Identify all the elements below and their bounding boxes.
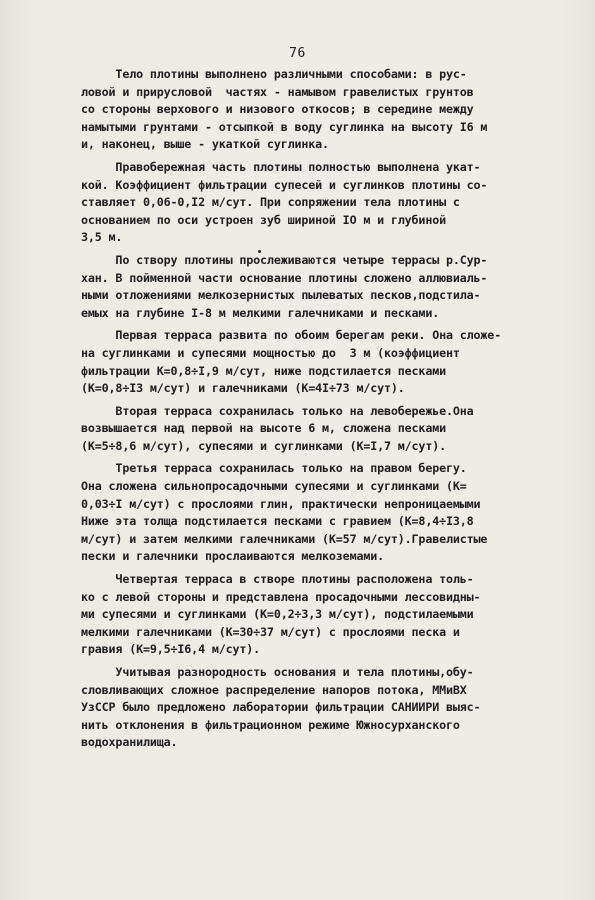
text-line: (К=5÷8,6 м/сут), супесями и суглинками (К=I,7 м/сут).	[81, 438, 446, 453]
text-line: ставляет 0,06-0,I2 м/сут. При сопряжении тела плотины с	[81, 195, 460, 210]
text-line: Четвертая терраса в створе плотины расположена толь-	[81, 572, 474, 587]
paragraph-5	[81, 403, 551, 456]
paragraph-8	[81, 664, 551, 752]
text-line: По створу плотины прослеживаются четыре террасы р.Сур-	[81, 252, 488, 267]
text-line: 0,03÷I м/сут) с прослоями глин, практически непроницаемыми	[81, 496, 481, 511]
text-line: возвышается над первой на высоте 6 м, сложена песками	[81, 421, 446, 436]
text-line: ными отложениями мелкозернистых пылеватых песков,подстила-	[81, 288, 481, 303]
text-line: Ниже эта толща подстилается песками с гравием (К=8,4÷I3,8	[81, 514, 474, 529]
text-line: Учитывая разнородность основания и тела плотины,обу-	[81, 665, 474, 679]
paragraph-1	[81, 66, 551, 154]
text-line: мелкими галечниками (К=30÷37 м/сут) с прослоями песка и	[81, 624, 460, 639]
text-line: Вторая терраса сохранилась только на левобережье.Она	[81, 403, 474, 418]
text-line: (К=0,8÷I3 м/сут) и галечниками (К=4I÷73 м/сут).	[81, 381, 405, 396]
text-line: хан. В пойменной части основание плотины сложено аллювиаль-	[81, 270, 488, 285]
paragraph-7	[81, 571, 551, 659]
text-line: на суглинками и супесями мощностью до 3 м (коэффициент	[81, 345, 460, 360]
page-number: 76	[289, 46, 306, 61]
text-line: Она сложена сильнопросадочными супесями и суглинками (К=	[81, 479, 467, 494]
text-line: гравия (К=9,5÷I6,4 м/сут).	[81, 642, 261, 657]
text-line: намытыми грунтами - отсыпкой в воду суглинка на высоту I6 м	[81, 119, 488, 134]
text-line: емых на глубине I-8 м мелкими галечниками и песками.	[81, 305, 440, 320]
text-line: пески и галечники прослаиваются мелкоземами.	[81, 549, 385, 564]
text-line: ловой и прирусловой частях - намывом гравелистых грунтов	[81, 84, 474, 99]
body-text	[81, 66, 551, 757]
text-line: Правобережная часть плотины полностью выполнена укат-	[81, 159, 481, 174]
text-line: ми супесями и суглинками (К=0,2÷3,3 м/сут), подстилаемыми	[81, 607, 474, 622]
paragraph-4	[81, 327, 551, 397]
text-line: Первая терраса развита по обоим берегам реки. Она сложе-	[81, 328, 502, 343]
text-line: основанием по оси устроен зуб шириной IO м и глубиной	[81, 212, 446, 227]
text-line: водохранилища.	[81, 735, 178, 750]
paragraph-2	[81, 159, 551, 247]
text-line: Тело плотины выполнено различными способами: в рус-	[81, 67, 467, 81]
text-line: 3,5 м.	[81, 230, 123, 245]
text-line: словливающих сложное распределение напоров потока, ММиВХ	[81, 682, 467, 697]
text-line: фильтрации К=0,8÷I,9 м/сут, ниже подстилается песками	[81, 363, 446, 378]
text-line: кой. Коэффициент фильтрации супесей и суглинков плотины со-	[81, 177, 488, 192]
text-line: Третья терраса сохранилась только на правом берегу.	[81, 461, 467, 476]
stray-mark	[258, 250, 261, 253]
text-line: м/сут) и затем мелкими галечниками (К=57 м/сут).Гравелистые	[81, 531, 488, 546]
text-line: УзССР было предложено лаборатории фильтрации САНИИРИ выяс-	[81, 700, 481, 715]
text-line: и, наконец, выше - укаткой суглинка.	[81, 137, 329, 152]
text-line: со стороны верхового и низового откосов; в середине между	[81, 102, 474, 117]
paragraph-3	[81, 252, 551, 322]
text-line: нить отклонения в фильтрационном режиме Южносурханского	[81, 717, 460, 732]
text-line: ко с левой стороны и представлена просадочными лессовидны-	[81, 589, 481, 604]
paragraph-6	[81, 460, 551, 566]
